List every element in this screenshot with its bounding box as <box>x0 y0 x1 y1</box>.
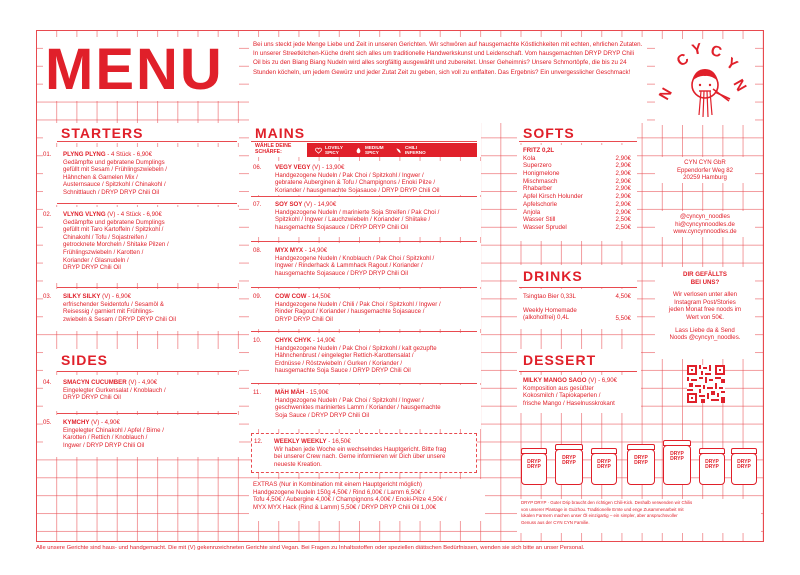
item-desc: bei unserer Crew nach. Gerne informieren wir Dich über unsere <box>274 453 446 461</box>
extras-line: Handgezogene Nudeln 150g 4,50€ / Rind 6,00€ / Lamm 6,50€ / <box>253 488 425 496</box>
starter-01 <box>43 147 239 205</box>
qr-code-icon <box>687 365 725 403</box>
side-04 <box>43 375 239 411</box>
item-desc: Koriander / hausgemachte Sojasauce / DRYP DRYP Chili Oil <box>275 186 440 194</box>
heat-selector <box>249 143 481 157</box>
drink-row <box>523 224 631 232</box>
item-desc: Gedämpfte und gebratene Dumplings <box>63 218 165 226</box>
item-desc: Ingwer / Rinderhack & Lammhack Ragout / Koriander / <box>275 262 423 270</box>
drink-name: Weekly Homemade (alkoholfrei) 0,4L <box>523 306 577 322</box>
jar-label: DRYP DRYP <box>705 459 719 471</box>
brand-logo <box>655 39 755 125</box>
item-desc: hausgemachte Soja Sauce / DRYP DRYP Chili Oil <box>275 367 411 375</box>
email-link[interactable]: hi@cyncynnoodles.de <box>675 220 735 228</box>
dryp-text: von unserer Plantage in Guizhou. Traditionelle Ernte und enge Zusammenarbeit mit <box>521 506 684 512</box>
jar-label: DRYP DRYP <box>737 459 751 471</box>
item-desc: Kokosmilch / Tapiokaperlen / <box>523 392 601 400</box>
starters-header <box>43 123 239 143</box>
item-price: - 14,90€ <box>311 337 336 344</box>
starter-03 <box>43 289 239 331</box>
website-link[interactable]: www.cyncynnoodles.de <box>673 228 737 236</box>
item-number: 06. <box>253 164 262 171</box>
item-price: - 6,90€ <box>596 377 618 384</box>
item-desc: Ingwer / DRYP DRYP Chili Oil <box>63 441 145 449</box>
drink-price: 2,50€ <box>615 223 631 231</box>
flame-icon <box>355 147 362 154</box>
main-10 <box>249 333 481 383</box>
item-number: 04. <box>43 379 52 386</box>
svg-text:Y: Y <box>690 40 704 59</box>
social-links <box>655 211 755 237</box>
drink-price: 5,50€ <box>615 314 631 322</box>
svg-text:N: N <box>655 85 676 103</box>
drink-name: Kola <box>523 154 536 162</box>
heat-option-medium[interactable] <box>355 145 387 155</box>
item-price: - 4 Stück - 6,90€ <box>105 151 152 158</box>
heat-option-label: LOVELY SPICY <box>325 145 343 155</box>
drink-name: Anjola <box>523 208 541 216</box>
vegan-tag: (V) <box>100 293 111 300</box>
item-desc: Handgezogene Nudeln / Pak Choi / Spitzkohl / Ingwer / <box>275 171 424 179</box>
svg-text:Y: Y <box>722 54 741 75</box>
drink-row <box>523 293 631 301</box>
dryp-text: lokalen Farmern machen unser Öl einzigartig – ein simpler, aber anspruchsvoller <box>521 513 678 519</box>
item-desc: Wir haben jede Woche ein wechselndes Hauptgericht. Bitte frag <box>274 445 447 453</box>
item-desc: DRYP DRYP Chili Oil <box>63 394 121 402</box>
drink-name: Apfelschorle <box>523 200 558 208</box>
drink-price: 2,90€ <box>615 154 631 162</box>
item-name: MYX MYX <box>275 247 304 254</box>
heat-option-inferno[interactable] <box>395 145 427 155</box>
drinks-header <box>517 265 637 287</box>
vegan-tag: (V) <box>586 377 597 384</box>
item-desc: Komposition aus gesüßter <box>523 384 594 392</box>
drink-row <box>523 178 631 186</box>
item-price: - 4,90€ <box>99 419 120 426</box>
jar-image <box>521 453 547 485</box>
item-desc: Reisessig / garniert mit Frühlings- <box>63 308 154 316</box>
drink-name: Mischmasch <box>523 177 558 185</box>
item-desc: erfrischender Seidentofu / Sesamöl & <box>63 300 164 308</box>
instagram-link[interactable]: @cyncyn_noodles <box>680 213 730 220</box>
promo-text: Noods @cyncyn_noodles. <box>669 334 741 342</box>
heat-option-lovely[interactable] <box>315 145 347 155</box>
company-city: 20259 Hamburg <box>683 174 727 182</box>
item-desc: hausgemachte Sojasauce / DRYP DRYP Chili Oil <box>275 223 409 231</box>
svg-text:C: C <box>709 42 724 62</box>
drink-price: 2,90€ <box>615 162 631 170</box>
main-11 <box>249 385 481 429</box>
page-title: MENU <box>45 37 224 102</box>
drinks-title: DRINKS <box>523 268 583 284</box>
extras <box>249 479 485 521</box>
item-desc: neueste Kreation. <box>274 460 322 468</box>
item-desc: Gedämpfte und gebratene Dumplings <box>63 158 165 166</box>
item-price: - 4,90€ <box>136 379 158 386</box>
item-number: 08. <box>253 247 262 254</box>
item-desc: Austernsauce / Spitzkohl / Chinakohl / <box>63 181 166 189</box>
heart-icon <box>315 147 322 154</box>
drink-name: Wasser Still <box>523 216 556 224</box>
jar-image <box>627 449 655 485</box>
item-price: - 16,50€ <box>326 438 351 445</box>
menu-sheet <box>36 30 764 542</box>
item-number: 01. <box>43 151 52 158</box>
item-name: MILKY MANGO SAGO <box>523 377 587 384</box>
heat-label: WÄHLE DEINE SCHÄRFE: <box>255 143 292 155</box>
drink-price: 2,90€ <box>615 193 631 201</box>
item-desc: Handgezogene Nudeln / Pak Choi / Spitzkohl / Ingwer / <box>275 396 424 404</box>
softs-title: SOFTS <box>523 125 575 141</box>
drink-price: 2,90€ <box>615 170 631 177</box>
item-desc: Spitzkohl / Ingwer / Lauchzwiebeln / Koriander / Shiitake / <box>275 216 431 224</box>
item-desc: frische Mango / Haselnusskrokant <box>523 399 615 407</box>
jar-label: DRYP DRYP <box>670 451 684 463</box>
item-number: 12. <box>254 438 263 445</box>
side-05 <box>43 415 239 457</box>
item-name: VEGY VEGY <box>275 164 311 171</box>
dryp-description <box>517 499 761 533</box>
item-desc: Hähnchen & Garnelen Mix / <box>63 173 138 181</box>
item-desc: Chinakohl / Tofu / Sojastreifen / <box>63 233 148 241</box>
vegan-tag: (V) <box>310 164 321 171</box>
vegan-tag: (V) <box>302 201 313 208</box>
intro-text: Bei uns steckt jede Menge Liebe und Zeit in unseren Gerichten. Wir schwören auf hausgemachte Köstlichkeiten mit echten, ehrlichen Zutaten. In unserer Streetkitchen-Küche dreht sich alles um traditionelle Handwerkskunst und Leidenschaft. Vom hausgemachten DRYP DRYP Chili Oil bis zu den Biang Biang Nudeln wird alles sorgfältig ausgewählt und zubereitet. Unser Geheimnis? Unsere Schmortöpfe, die bis zu 24 Stunden köcheln, um jedem Gewürz und jeder Zutat Zeit zu geben, sich voll zu entfalten. Das Ergebnis? Ein unvergesslicher Geschmack! <box>249 37 647 123</box>
jar-label: DRYP DRYP <box>597 459 611 471</box>
item-desc: zwiebeln & Sesam / DRYP DRYP Chili Oil <box>63 315 177 323</box>
title-block <box>43 37 239 101</box>
footer-note: Alle unsere Gerichte sind haus- und handgemacht. Die mit (V) gekennzeichneten Gerichte sind Vegan. Bei Fragen zu Inhaltsstoffen oder speziellen diätischen Bedürfnissen, wenden sie sich bitte an unser Personal. <box>36 545 585 551</box>
item-number: 09. <box>253 293 262 300</box>
drink-name: Wasser Sprudel <box>523 223 567 231</box>
item-desc: DRYP DRYP Chili Oil <box>63 264 121 272</box>
promo-text: Wert von 50€. <box>686 313 724 321</box>
svg-text:N: N <box>729 76 750 95</box>
jar-image <box>663 445 691 485</box>
drink-row <box>523 193 631 201</box>
drink-name: Apfel Kirsch Holunder <box>523 193 583 201</box>
softs-header <box>517 123 637 143</box>
drink-name: Honigmelone <box>523 170 560 177</box>
drink-row <box>523 155 631 163</box>
item-desc: getrocknete Morcheln / Shitake Pilzen / <box>63 241 169 249</box>
item-desc: Eingelegter Gurkensalat / Knoblauch / <box>63 386 166 394</box>
drink-price: 2,90€ <box>615 208 631 216</box>
noodle-face-logo <box>655 39 755 125</box>
company-name: CYN CYN GbR <box>684 159 726 166</box>
dryp-text: DRYP DRYP · Guter Drip braucht den richtigen Chili-Kick. Deshalb verwenden wir Chilis <box>521 500 693 505</box>
promo-block <box>655 267 755 359</box>
company-street: Eppendorfer Weg 82 <box>676 166 734 174</box>
dessert-header <box>517 349 641 371</box>
drink-price: 2,90€ <box>615 200 631 208</box>
item-price: - 15,90€ <box>304 389 329 396</box>
drink-name: Tsingtao Bier 0,33L <box>523 293 576 300</box>
drink-row <box>523 209 631 217</box>
extras-line: MYX MYX Hack (Rind & Lamm) 5,50€ / DRYP DRYP Chili Oil 1,00€ <box>253 503 437 511</box>
jar-label: DRYP DRYP <box>562 455 576 467</box>
drink-price: 2,90€ <box>615 185 631 193</box>
item-price: - 4 Stück - 6,90€ <box>115 211 162 218</box>
item-desc: Handgezogene Nudeln / Knoblauch / Pak Choi / Spitzkohl / <box>275 254 435 262</box>
softs-subheader: FRITZ 0,2L <box>523 147 555 154</box>
item-price: - 13,90€ <box>320 164 345 171</box>
drink-name: Superzero <box>523 162 552 170</box>
main-06 <box>249 161 481 195</box>
item-desc: Handgezogene Nudeln / Chili / Pak Choi / Spitzkohl / Ingwer / <box>275 300 441 308</box>
item-desc: DRYP DRYP Chili Oil <box>275 315 333 323</box>
dryp-text: Genuss aus der CYN CYN Familie. <box>521 519 590 525</box>
item-desc: Rinder Ragout / Koriander / hausgemachte Sojasauce / <box>275 308 425 316</box>
item-price: - 6,90€ <box>110 293 131 300</box>
item-desc: Schnittlauch / DRYP DRYP Chili Oil <box>63 188 160 196</box>
promo-text: Lass Liebe da & Send <box>675 326 735 334</box>
item-name: SMACYN CUCUMBER <box>63 379 127 386</box>
vegan-tag: (V) <box>105 211 116 218</box>
main-07 <box>249 197 481 237</box>
item-name: MÄH MÄH <box>275 389 305 396</box>
sides-header <box>43 349 239 371</box>
item-desc: gebratene Auberginen & Tofu / Champignons / Enoki Pilze / <box>275 179 436 187</box>
main-08 <box>249 243 481 287</box>
drink-row <box>523 185 631 193</box>
chili-oil-jars <box>517 435 761 495</box>
item-desc: Handgezogene Nudeln / Pak Choi / Spitzkohl / kalt gezupfte <box>275 344 437 352</box>
item-desc: Karotten / Rettich / Knoblauch / <box>63 434 148 442</box>
item-name: WEEKLY WEEKLY <box>274 438 327 445</box>
item-name: COW COW <box>275 293 307 300</box>
promo-text: Wir verlosen unter allen <box>672 291 737 299</box>
item-desc: Hähnchenbrust / eingelegter Rettich-Karottensalat / <box>275 352 414 360</box>
jar-image <box>731 453 757 485</box>
item-number: 03. <box>43 293 52 300</box>
drink-row <box>523 162 631 170</box>
item-desc: Soja Sauce / DRYP DRYP Chili Oil <box>275 411 370 419</box>
extras-title: EXTRAS (Nur in Kombination mit einem Hauptgericht möglich) <box>253 481 422 488</box>
softs-list <box>517 145 637 241</box>
dessert-item <box>517 375 641 413</box>
item-desc: gefüllt mit Sesam / Frühlingszwiebeln / <box>63 166 167 174</box>
promo-text: Instagram Post/Stories <box>674 298 736 306</box>
heat-option-label: MEDIUM SPICY <box>365 145 384 155</box>
item-number: 05. <box>43 419 52 426</box>
mains-header <box>249 123 481 143</box>
mains-title: MAINS <box>255 125 306 141</box>
drink-name: Rhabarber <box>523 185 553 193</box>
item-number: 02. <box>43 211 52 218</box>
promo-text: jeden Monat free noods im <box>668 306 742 314</box>
item-desc: Frühlingszwiebeln / Karotten / <box>63 248 144 256</box>
drink-price: 4,50€ <box>615 293 631 300</box>
main-09 <box>249 289 481 329</box>
jar-image <box>591 453 617 485</box>
jar-label: DRYP DRYP <box>634 455 648 467</box>
sides-title: SIDES <box>61 352 109 368</box>
item-price: - 14,50€ <box>306 293 331 300</box>
starter-02 <box>43 207 239 283</box>
item-desc: gefüllt mit Taro Kartoffeln / Spitzkohl / <box>63 226 164 234</box>
drinks-list <box>517 289 637 329</box>
item-desc: hausgemachte Sojasauce / DRYP DRYP Chili Oil <box>275 269 409 277</box>
heat-option-label: CHILI INFERNO <box>405 145 426 155</box>
jar-label: DRYP DRYP <box>527 459 541 471</box>
jar-image <box>699 453 725 485</box>
item-price: - 14,90€ <box>303 247 328 254</box>
chili-icon <box>395 147 402 154</box>
item-desc: Handgezogene Nudeln / marinierte Soja Streifen / Pak Choi / <box>275 208 440 216</box>
drink-price: 2,50€ <box>615 216 631 224</box>
drink-row <box>523 201 631 209</box>
item-name: CHYK CHYK <box>275 337 312 344</box>
vegan-tag: (V) <box>126 379 137 386</box>
item-desc: Koriander / Glasnudeln / <box>63 256 129 264</box>
item-name: PLYNG PLYNG <box>63 151 106 158</box>
extras-line: Tofu 4,50€ / Aubergine 4,00€ / Champignons 4,00€ / Enoki-Pilze 4,50€ / <box>253 496 447 504</box>
vegan-tag: (V) <box>89 419 100 426</box>
promo-title: BEI UNS? <box>690 278 720 286</box>
jar-image <box>555 449 583 485</box>
company-address <box>655 157 755 183</box>
qr-code[interactable] <box>687 365 725 403</box>
item-name: SILKY SILKY <box>63 293 101 300</box>
item-number: 07. <box>253 201 262 208</box>
item-number: 11. <box>253 389 262 396</box>
item-desc: Eingelegter Chinakohl / Apfel / Birne / <box>63 426 164 434</box>
dessert-title: DESSERT <box>523 352 597 368</box>
item-name: KYMCHY <box>63 419 90 426</box>
item-number: 10. <box>253 337 262 344</box>
item-name: VLYNG VLYNG <box>63 211 106 218</box>
item-name: SOY SOY <box>275 201 303 208</box>
drink-row <box>523 216 631 224</box>
item-desc: Erdnüsse / Röstzwiebeln / Gurken / Koriander / <box>275 359 403 367</box>
drink-row <box>523 170 631 178</box>
item-price: - 14,90€ <box>312 201 337 208</box>
item-desc: geschwenktes mariniertes Lamm / Koriander / hausgemachte <box>275 404 441 412</box>
starters-title: STARTERS <box>61 125 144 141</box>
svg-text:C: C <box>673 50 693 71</box>
promo-title: DIR GEFÄLLTS <box>683 271 727 278</box>
main-12 <box>251 433 477 473</box>
drink-price: 2,90€ <box>615 177 631 185</box>
heat-bar <box>307 143 477 157</box>
drink-row <box>523 307 631 323</box>
